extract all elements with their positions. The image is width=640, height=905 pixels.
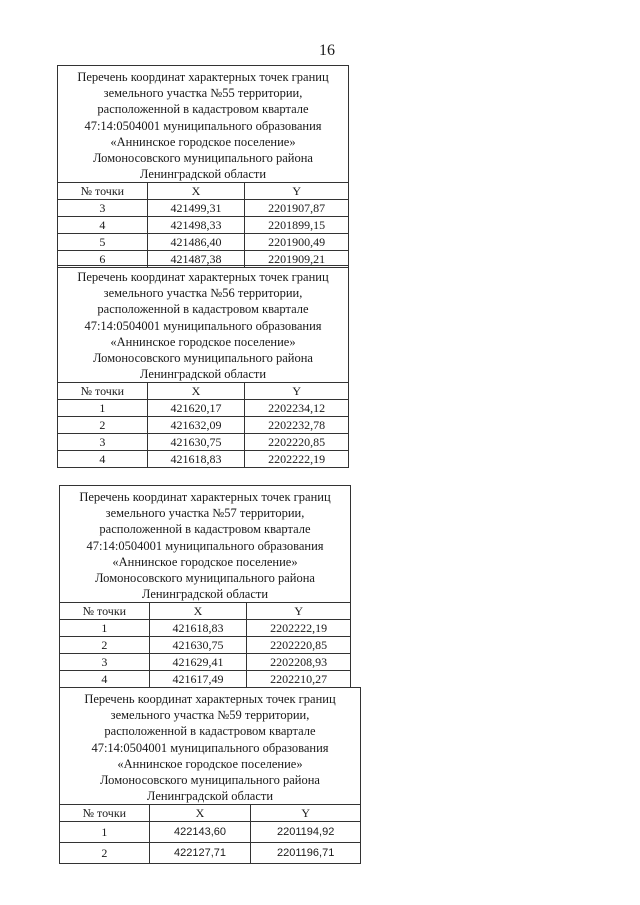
table-row — [58, 400, 349, 417]
table-header-row — [58, 183, 349, 200]
x-coordinate-cell: 421618,83 — [147, 451, 245, 468]
y-coordinate-cell: 2202222,19 — [245, 451, 349, 468]
y-coordinate-cell: 2202232,78 — [245, 417, 349, 434]
x-coordinate-cell: 421618,83 — [149, 620, 247, 637]
caption-line: «Аннинское городское поселение» — [110, 134, 296, 149]
point-number-cell: 3 — [58, 434, 148, 451]
caption-line: Ленинградской области — [146, 789, 274, 804]
x-coordinate-cell: 422127,71 — [149, 843, 251, 864]
column-header-point: № точки — [60, 805, 150, 822]
caption-line: расположенной в кадастровом квартале — [99, 522, 311, 537]
y-coordinate-cell: 2201909,21 — [245, 251, 349, 268]
point-number-cell: 1 — [60, 822, 150, 843]
table-row — [60, 671, 351, 688]
point-number-cell: 2 — [60, 843, 150, 864]
x-coordinate-cell: 421632,09 — [147, 417, 245, 434]
caption-line: «Аннинское городское поселение» — [117, 756, 303, 771]
point-number-cell: 4 — [58, 451, 148, 468]
caption-line: Перечень координат характерных точек границ — [79, 490, 331, 504]
caption-line: Перечень координат характерных точек границ — [84, 692, 336, 706]
coordinates-table-plot-57 — [59, 485, 351, 688]
point-number-cell: 6 — [58, 251, 148, 268]
caption-line: 47:14:0504001 муниципального образования — [91, 740, 329, 755]
column-header-y: Y — [245, 383, 349, 400]
table-row — [58, 417, 349, 434]
point-number-cell: 4 — [60, 671, 150, 688]
table-caption — [58, 266, 349, 383]
point-number-cell: 1 — [60, 620, 150, 637]
coordinates-table-plot-56 — [57, 265, 349, 468]
table-row — [60, 654, 351, 671]
column-header-y: Y — [245, 183, 349, 200]
point-number-cell: 2 — [58, 417, 148, 434]
caption-line: расположенной в кадастровом квартале — [97, 102, 309, 117]
point-number-cell: 5 — [58, 234, 148, 251]
caption-line: Ломоносовского муниципального района — [93, 351, 313, 366]
caption-line: земельного участка №56 территории, — [103, 286, 303, 301]
x-coordinate-cell: 421499,31 — [147, 200, 245, 217]
caption-line: Ломоносовского муниципального района — [95, 571, 315, 586]
x-coordinate-cell: 421629,41 — [149, 654, 247, 671]
table-caption — [58, 66, 349, 183]
point-number-cell: 2 — [60, 637, 150, 654]
column-header-x: X — [147, 183, 245, 200]
caption-line: Ленинградской области — [139, 167, 267, 182]
y-coordinate-cell: 2201194,92 — [251, 822, 361, 843]
table-caption — [60, 486, 351, 603]
x-coordinate-cell: 421486,40 — [147, 234, 245, 251]
column-header-x: X — [147, 383, 245, 400]
y-coordinate-cell: 2202220,85 — [247, 637, 351, 654]
table-header-row — [60, 603, 351, 620]
caption-line: 47:14:0504001 муниципального образования — [86, 538, 324, 553]
column-header-x: X — [149, 603, 247, 620]
table-row — [58, 234, 349, 251]
column-header-y: Y — [247, 603, 351, 620]
x-coordinate-cell: 421487,38 — [147, 251, 245, 268]
y-coordinate-cell: 2202220,85 — [245, 434, 349, 451]
column-header-x: X — [149, 805, 251, 822]
column-header-y: Y — [251, 805, 361, 822]
point-number-cell: 1 — [58, 400, 148, 417]
caption-line: расположенной в кадастровом квартале — [104, 724, 316, 739]
y-coordinate-cell: 2202208,93 — [247, 654, 351, 671]
x-coordinate-cell: 421630,75 — [147, 434, 245, 451]
table-header-row — [60, 805, 361, 822]
table-row — [60, 637, 351, 654]
caption-line: Ленинградской области — [141, 587, 269, 602]
table-row — [58, 451, 349, 468]
y-coordinate-cell: 2201900,49 — [245, 234, 349, 251]
caption-line: расположенной в кадастровом квартале — [97, 302, 309, 317]
y-coordinate-cell: 2201899,15 — [245, 217, 349, 234]
caption-line: Ломоносовского муниципального района — [100, 773, 320, 788]
table-caption — [60, 688, 361, 805]
y-coordinate-cell: 2201196,71 — [251, 843, 361, 864]
caption-line: земельного участка №59 территории, — [110, 708, 310, 723]
x-coordinate-cell: 421498,33 — [147, 217, 245, 234]
table-row — [60, 843, 361, 864]
point-number-cell: 3 — [58, 200, 148, 217]
column-header-point: № точки — [58, 383, 148, 400]
x-coordinate-cell: 421617,49 — [149, 671, 247, 688]
coordinates-table-plot-55 — [57, 65, 349, 268]
coordinates-table-plot-59 — [59, 687, 361, 864]
table-row — [60, 620, 351, 637]
caption-line: «Аннинское городское поселение» — [110, 334, 296, 349]
table-row — [58, 217, 349, 234]
x-coordinate-cell: 421620,17 — [147, 400, 245, 417]
caption-line: Перечень координат характерных точек границ — [77, 270, 329, 284]
table-row — [60, 822, 361, 843]
caption-line: Перечень координат характерных точек границ — [77, 70, 329, 84]
caption-line: 47:14:0504001 муниципального образования — [84, 318, 322, 333]
table-header-row — [58, 383, 349, 400]
caption-line: «Аннинское городское поселение» — [112, 554, 298, 569]
y-coordinate-cell: 2202210,27 — [247, 671, 351, 688]
caption-line: земельного участка №57 территории, — [105, 506, 305, 521]
page-number: 16 — [319, 42, 335, 59]
y-coordinate-cell: 2201907,87 — [245, 200, 349, 217]
point-number-cell: 3 — [60, 654, 150, 671]
caption-line: Ломоносовского муниципального района — [93, 151, 313, 166]
x-coordinate-cell: 422143,60 — [149, 822, 251, 843]
y-coordinate-cell: 2202222,19 — [247, 620, 351, 637]
column-header-point: № точки — [58, 183, 148, 200]
y-coordinate-cell: 2202234,12 — [245, 400, 349, 417]
table-row — [58, 200, 349, 217]
caption-line: 47:14:0504001 муниципального образования — [84, 118, 322, 133]
table-row — [58, 434, 349, 451]
x-coordinate-cell: 421630,75 — [149, 637, 247, 654]
caption-line: земельного участка №55 территории, — [103, 86, 303, 101]
caption-line: Ленинградской области — [139, 367, 267, 382]
point-number-cell: 4 — [58, 217, 148, 234]
column-header-point: № точки — [60, 603, 150, 620]
